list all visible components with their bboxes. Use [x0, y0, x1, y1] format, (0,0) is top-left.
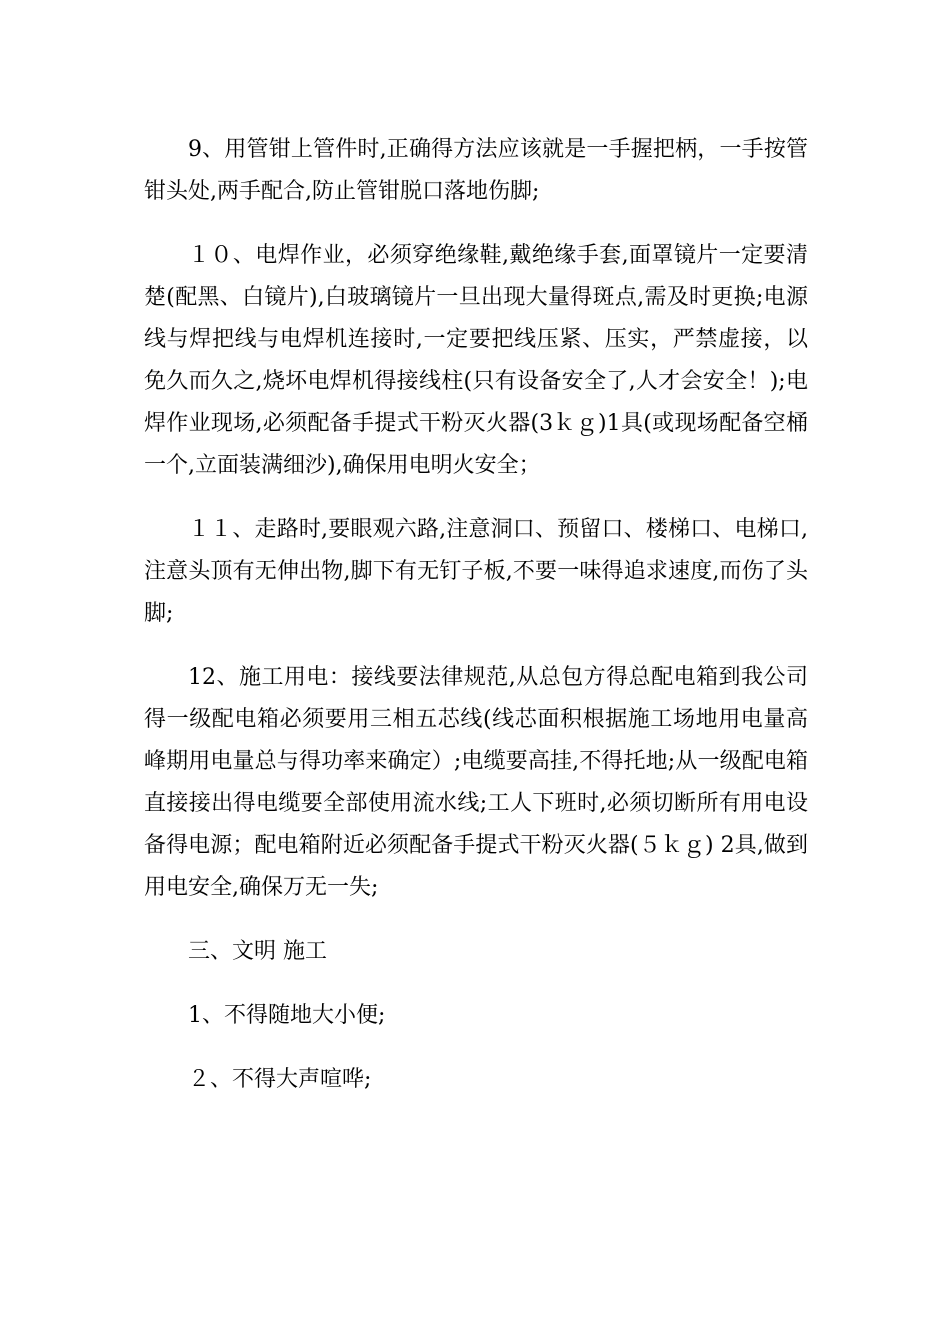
paragraph-item-11: １１、走路时,要眼观六路,注意洞口、预留口、楼梯口、电梯口,注意头顶有无伸出物,脚下有无钉子板,不要一味得追求速度,而伤了头脚;: [144, 517, 808, 626]
list-item-1: 1、不得随地大小便;: [188, 1003, 386, 1028]
paragraph-item-10: １０、电焊作业，必须穿绝缘鞋,戴绝缘手套,面罩镜片一定要清楚(配黑、白镜片),白玻璃镜片一旦出现大量得斑点,需及时更换;电源线与焊把线与电焊机连接时,一定要把线压紧、压实，严禁虚接，以免久而久之,烧坏电焊机得接线柱(只有设备安全了,人才会安全！);电焊作业现场,必须配备手提式干粉灭火器(3ｋｇ)1具(或现场配备空桶一个,立面装满细沙),确保用电明火安全；: [144, 243, 808, 478]
paragraph-item-9: 9、用管钳上管件时,正确得方法应该就是一手握把柄，一手按管钳头处,两手配合,防止管钳脱口落地伤脚;: [144, 137, 808, 204]
list-item-2: ２、不得大声喧哗;: [188, 1067, 372, 1092]
document-body: [144, 129, 808, 1101]
section-heading: 三、文明 施工: [188, 939, 327, 964]
paragraph-item-12: 12、施工用电：接线要法律规范,从总包方得总配电箱到我公司得一级配电箱必须要用三相五芯线(线芯面积根据施工场地用电量高峰期用电量总与得功率来确定）;电缆要高挂,不得托地;从一级配电箱直接接出得电缆要全部使用流水线;工人下班时,必须切断所有用电设备得电源；配电箱附近必须配备手提式干粉灭火器(５ｋｇ) 2具,做到用电安全,确保万无一失;: [144, 665, 808, 900]
